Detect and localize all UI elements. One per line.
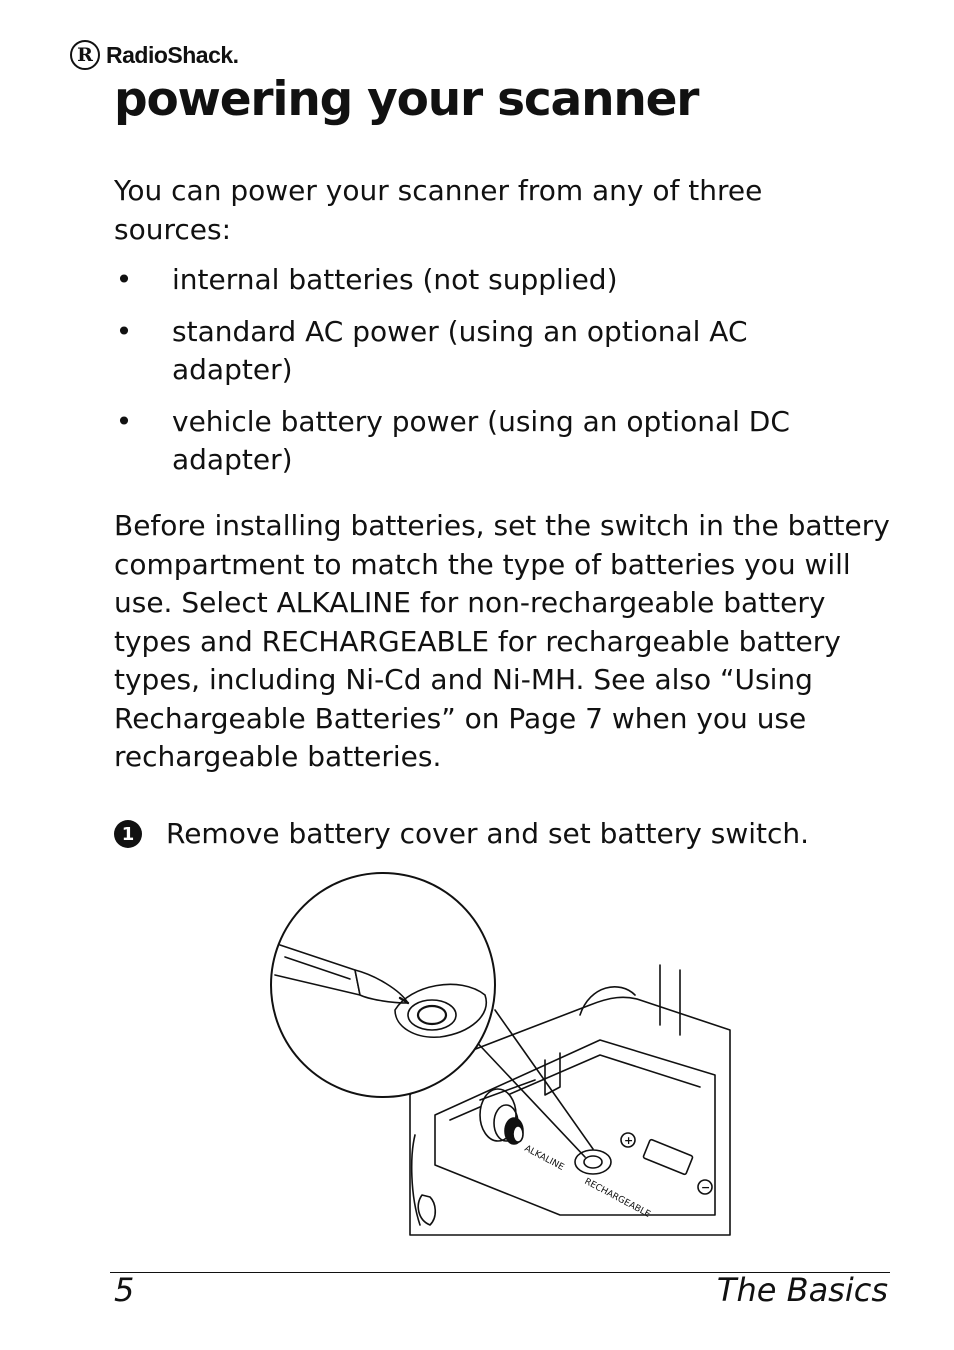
- plus-symbol: +: [624, 1134, 634, 1147]
- page-number: 5: [114, 1271, 135, 1309]
- list-item-text: standard AC power (using an optional AC adapter): [172, 314, 748, 386]
- brand-logo-mark: R: [70, 40, 100, 70]
- brand-trademark: .: [232, 41, 239, 68]
- step-number-icon: 1: [114, 820, 142, 848]
- step-1: [114, 815, 809, 853]
- section-name: The Basics: [716, 1271, 888, 1309]
- list-item: [114, 261, 894, 300]
- brand-logo: [70, 38, 239, 72]
- power-sources-list: [114, 261, 894, 493]
- page-title: powering your scanner: [114, 72, 699, 127]
- step-text: Remove battery cover and set battery switch.: [166, 817, 810, 850]
- battery-compartment-illustration: [260, 865, 740, 1250]
- instructions-paragraph: Before installing batteries, set the switch in the battery compartment to match the type of batteries you will use. Select ALKALINE for non-rechargeable battery types and RECHARGEABLE for rechargeable battery types, including Ni-Cd and Ni-MH. See also “Using Rechargeable Batteries” on Page 7 when you use rechargeable batteries.: [114, 509, 890, 773]
- list-item-text: internal batteries (not supplied): [172, 263, 618, 296]
- intro-paragraph: You can power your scanner from any of three sources:: [114, 174, 763, 246]
- bullet-icon: •: [115, 404, 133, 438]
- list-item: [114, 313, 792, 390]
- bullet-icon: •: [115, 263, 133, 296]
- alkaline-label: ALKALINE: [522, 1143, 566, 1173]
- list-item: [114, 403, 832, 480]
- battery-switch: [575, 1150, 611, 1174]
- bullet-icon: •: [115, 314, 133, 348]
- rechargeable-label: RECHARGEABLE: [582, 1176, 652, 1220]
- minus-symbol: −: [701, 1181, 711, 1194]
- brand-name: [106, 42, 239, 69]
- brand-name-text: RadioShack: [106, 41, 233, 68]
- list-item-text: vehicle battery power (using an optional DC adapter): [172, 404, 790, 476]
